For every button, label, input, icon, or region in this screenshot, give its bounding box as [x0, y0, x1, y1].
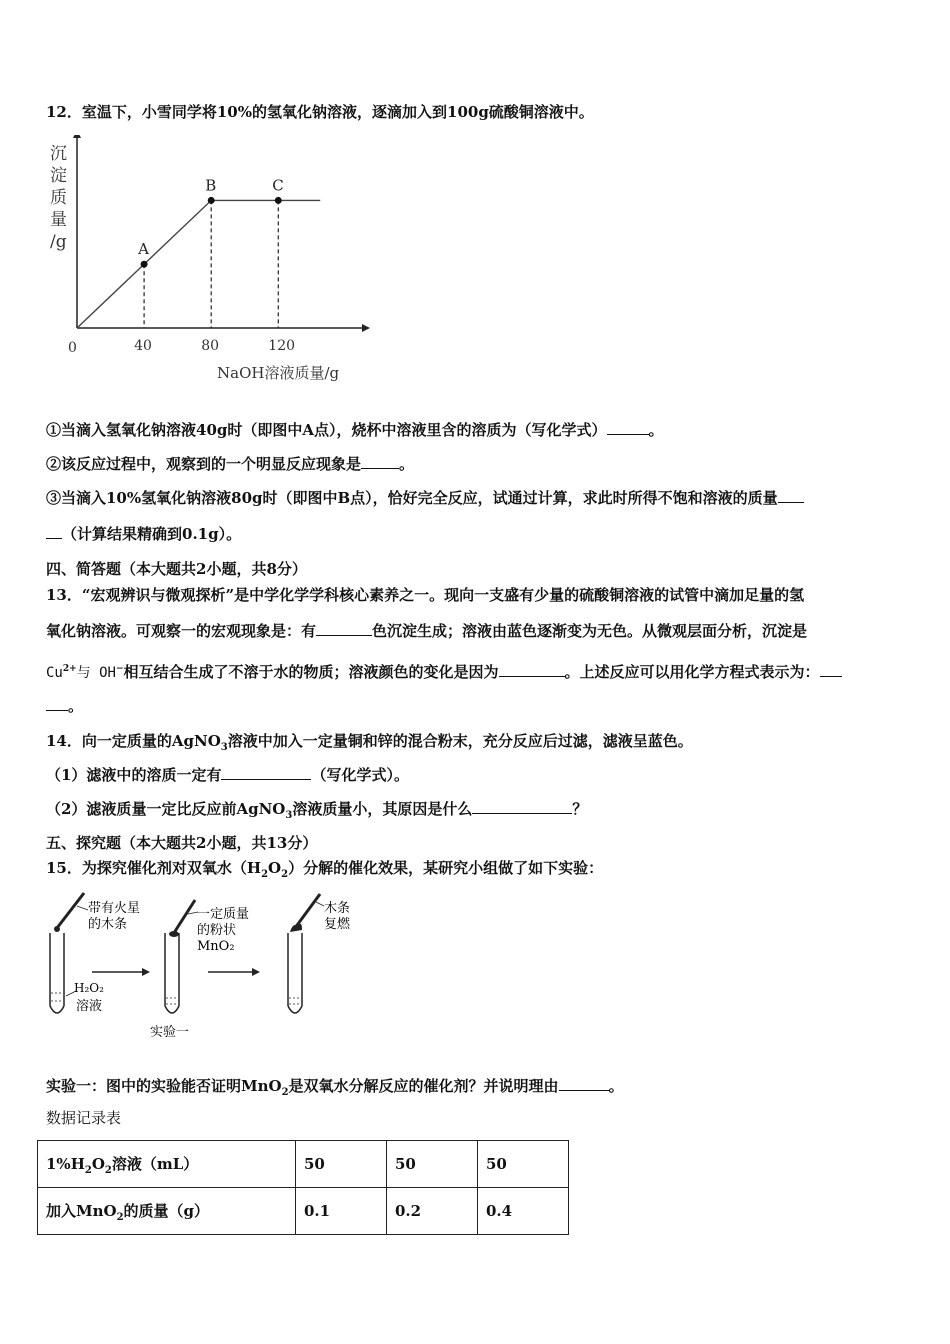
q13-line2: 氧化钠溶液。可观察一的宏观现象是：有 色沉淀生成；溶液由蓝色逐渐变为无色。从微观层面分析，沉淀是: [46, 622, 808, 640]
answer-blank[interactable]: [472, 799, 572, 814]
data-point-B: [208, 197, 215, 204]
x-tick-label: 80: [201, 338, 220, 354]
spatula-icon: [169, 900, 195, 937]
table-caption: 数据记录表: [46, 1109, 122, 1127]
q13-line3: $Cu^{2+}$与 OH−相互结合生成了不溶于水的物质；溶液颜色的变化是因为 。上述反应可以用化学方程式表示为：: [46, 659, 842, 683]
data-point-C: [275, 197, 282, 204]
y-axis-label: 质: [50, 188, 67, 208]
label-h2o2-solution: 溶液: [76, 999, 103, 1014]
q14-part1: （1）滤液中的溶质一定有 （写化学式）。: [46, 766, 409, 784]
label-glowing-splint: 带有火星: [88, 901, 141, 916]
y-axis-label: 量: [50, 210, 67, 230]
table-row-label: 加入MnO$_2$的质量（g）: [38, 1188, 296, 1235]
answer-blank[interactable]: [316, 621, 372, 636]
point-label: B: [205, 176, 217, 195]
y-axis-label: /g: [50, 232, 67, 252]
label-experiment-1: 实验一: [150, 1025, 190, 1040]
test-tube-3: [288, 933, 302, 1013]
precipitate-chart: [40, 135, 370, 385]
q13-line1: 13．“宏观辨识与微观探析”是中学化学学科核心素养之一。现向一支盛有少量的硫酸铜溶液的试管中滴加足量的氢: [46, 586, 805, 604]
label-splint-relights: 木条: [324, 901, 351, 916]
answer-blank[interactable]: [46, 696, 68, 711]
x-tick-label: 40: [134, 338, 152, 354]
answer-blank[interactable]: [221, 765, 311, 780]
q15-experiment1: 实验一：图中的实验能否证明MnO$_2$是双氧水分解反应的催化剂？并说明理由 。: [46, 1077, 624, 1098]
answer-blank[interactable]: [607, 420, 649, 435]
answer-blank[interactable]: [820, 662, 842, 677]
data-point-A: [141, 261, 148, 268]
answer-blank[interactable]: [46, 524, 62, 539]
q12-sub2: ②该反应过程中，观察到的一个明显反应现象是 。: [46, 455, 415, 473]
y-axis-label: 沉: [50, 144, 67, 164]
section4-heading: 四、简答题（本大题共2小题，共8分）: [46, 560, 307, 578]
table-row: [38, 1141, 569, 1188]
y-axis-arrow-icon: [73, 135, 81, 138]
section5-heading: 五、探究题（本大题共2小题，共13分）: [46, 834, 318, 852]
table-cell: 50: [478, 1141, 569, 1188]
arrow-icon: [92, 968, 150, 976]
table-row-label: $1\%H_2O_2$溶液（mL）: [38, 1141, 296, 1188]
table-cell: 0.4: [478, 1188, 569, 1235]
q14-part2: （2）滤液质量一定比反应前AgNO$_3$溶液质量小，其原因是什么 ？: [46, 800, 588, 821]
answer-blank[interactable]: [361, 454, 399, 469]
table-cell: 0.2: [387, 1188, 478, 1235]
label-mno2-line3: MnO₂: [197, 939, 235, 954]
q12-stem: 12．室温下，小雪同学将10%的氢氧化钠溶液，逐滴加入到100g硫酸铜溶液中。: [46, 103, 594, 121]
label-mno2-line1: 一定质量: [197, 907, 250, 922]
table-cell: 50: [296, 1141, 387, 1188]
table-cell: 50: [387, 1141, 478, 1188]
q14-stem: 14．向一定质量的AgNO$_3$溶液中加入一定量铜和锌的混合粉末，充分反应后过滤，滤液呈蓝色。: [46, 732, 693, 753]
y-axis-label: 淀: [50, 166, 67, 186]
q13-line4: 。: [46, 696, 83, 716]
answer-blank[interactable]: [499, 662, 565, 677]
data-record-table: [37, 1140, 569, 1235]
series-line: [77, 200, 320, 328]
origin-label: 0: [68, 340, 77, 356]
answer-blank[interactable]: [559, 1076, 609, 1091]
label-mno2-line2: 的粉状: [197, 923, 237, 938]
q15-stem: 15．为探究催化剂对双氧水$(H_2O_2)$分解的催化效果，某研究小组做了如下实验：: [46, 859, 604, 880]
label-h2o2: H₂O₂: [74, 981, 104, 995]
answer-blank[interactable]: [778, 488, 804, 503]
label-splint-relights-2: 复燃: [324, 917, 351, 932]
arrow-icon: [208, 968, 260, 976]
x-tick-label: 120: [268, 338, 296, 354]
burning-splint-icon: [290, 894, 320, 932]
point-label: A: [138, 240, 149, 259]
test-tube-2: [165, 933, 179, 1013]
q12-sub1: ①当滴入氢氧化钠溶液40g时（即图中A点），烧杯中溶液里含的溶质为（写化学式） 。: [46, 421, 664, 439]
label-glowing-splint-2: 的木条: [88, 917, 128, 932]
table-row: [38, 1188, 569, 1235]
x-axis-arrow-icon: [362, 324, 370, 332]
q12-sub3-cont: （计算结果精确到0.1g）。: [46, 524, 241, 544]
experiment-figure: [40, 888, 380, 1048]
table-cell: 0.1: [296, 1188, 387, 1235]
glowing-splint-icon: [54, 893, 84, 932]
q12-sub3: ③当滴入10%氢氧化钠溶液80g时（即图中B点），恰好完全反应，试通过计算，求此时所得不饱和溶液的质量: [46, 488, 804, 508]
point-label: C: [272, 176, 284, 195]
test-tube-1: [50, 933, 64, 1013]
x-axis-label: NaOH溶液质量/g: [217, 364, 340, 382]
